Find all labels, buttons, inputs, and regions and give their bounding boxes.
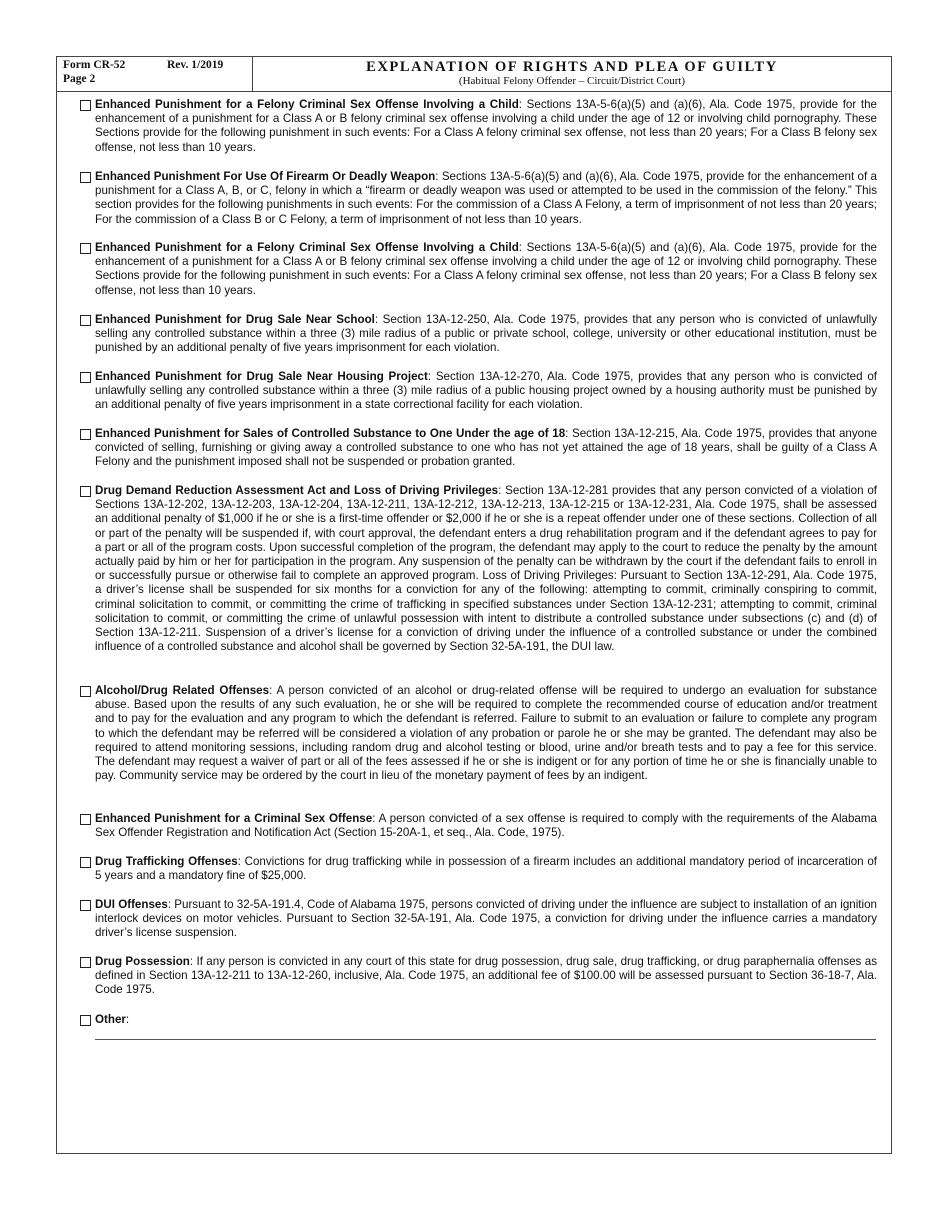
- form-header: [57, 57, 891, 92]
- section-body: : A person convicted of an alcohol or drug-related offense will be required to undergo an evaluation for substance abuse. Based upon the results of any such evaluation, he or she will be required to complete the recommended course of education and/or treatment and to pay for the evaluation and any program to which the defendant is referred. Failure to submit to an evaluation or failure to complete any program to which the defendant may be referred will be considered a violation of any probation or parole he or she may be granted. The defendant may also be required to attend monitoring sessions, including random drug and alcohol testing or blood, urine and/or breath tests and to pay a fee for this service. The defendant may request a waiver of part or all of the fees assessed if he or she is indigent or for any portion of time he or she is financially unable to pay. Community service may be ordered by the court in lieu of the monetary payment of fees by an indigent.: [95, 684, 878, 783]
- section-heading: DUI Offenses: [95, 898, 168, 911]
- checkbox[interactable]: [80, 429, 91, 440]
- section-body: : Sections 13A-5-6(a)(5) and (a)(6), Ala. Code 1975, provide for the enhancement of a punishment for a Class A or B felony criminal sex offense involving a child under the age of 12 or involving child pornography. These Sections provide for the following punishment in such events: For a Class A felony criminal sex offense, not less than 20 years; For a Class B felony sex offense, not less than 10 years.: [95, 241, 877, 297]
- section-heading: Enhanced Punishment for Drug Sale Near Housing Project: [95, 370, 428, 383]
- section-heading: Alcohol/Drug Related Offenses: [95, 684, 270, 697]
- section-body: : Sections 13A-5-6(a)(5) and (a)(6), Ala. Code 1975, provide for the enhancement of a punishment for a Class A or B felony criminal sex offense involving a child under the age of 12 or involving child pornography. These Sections provide for the following punishment in such events: For a Class A felony criminal sex offense, not less than 20 years; For a Class B felony sex offense, not less than 10 years.: [95, 98, 877, 154]
- other-input-line[interactable]: [95, 1039, 876, 1040]
- section-heading: Enhanced Punishment for Drug Sale Near School: [95, 313, 375, 326]
- section-body: : Pursuant to 32-5A-191.4, Code of Alabama 1975, persons convicted of driving under the influence are subject to installation of an ignition interlock devices on motor vehicles. Pursuant to Section 32-5A-191, Ala. Code 1975, a conviction for driving under the influence carries a mandatory driver’s license suspension.: [95, 898, 877, 940]
- checkbox[interactable]: [80, 486, 91, 497]
- checkbox[interactable]: [80, 814, 91, 825]
- checkbox[interactable]: [80, 857, 91, 868]
- checkbox[interactable]: [80, 100, 91, 111]
- section-heading: Drug Demand Reduction Assessment Act and Loss of Driving Privileges: [95, 484, 499, 497]
- section-heading: Enhanced Punishment for a Criminal Sex Offense: [95, 812, 373, 825]
- section-body: : Section 13A-12-270, Ala. Code 1975, provides that any person who is convicted of unlawfully selling any controlled substance within a three (3) mile radius of a public housing project owned by a housing authority must be punished by an additional penalty of five years imprisonment in a state correctional facility for each violation.: [95, 370, 877, 412]
- page-number: Page 2: [63, 73, 96, 85]
- section-heading: Drug Trafficking Offenses: [95, 855, 238, 868]
- section-heading: Enhanced Punishment for a Felony Criminal Sex Offense Involving a Child: [95, 241, 519, 254]
- checkbox[interactable]: [80, 315, 91, 326]
- section-body: : Sections 13A-5-6(a)(5) and (a)(6), Ala. Code 1975, provide for the enhancement of a punishment for a Class A, B, or C, felony in which a “firearm or deadly weapon was used or attempted to be used in the commission of the felony.” This section provides for the following punishments in such events: For the commission of a Class A Felony, a term of imprisonment of not less than 20 years; For the commission of a Class B or C Felony, a term of imprisonment of not less than 10 years.: [95, 170, 877, 226]
- checkbox[interactable]: [80, 1015, 91, 1026]
- section-body: : If any person is convicted in any court of this state for drug possession, drug sale, drug trafficking, or drug paraphernalia offenses as defined in Section 13A-12-211 to 13A-12-260, inclusive, Ala. Code 1975, an additional fee of $100.00 will be assessed pursuant to Section 36-18-7, Ala. Code 1975.: [95, 955, 877, 997]
- form-number: Form CR-52: [63, 59, 126, 71]
- section-heading: Enhanced Punishment For Use Of Firearm Or Deadly Weapon: [95, 170, 436, 183]
- section-body: : Section 13A-12-281 provides that any person convicted of a violation of Sections 13A-12-202, 13A-12-203, 13A-12-204, 13A-12-211, 13A-12-212, 13A-12-213, 13A-12-215 or 13A-12-231, Ala. Code 1975, shall be assessed an additional penalty of $1,000 if he or she is a first-time offender or $2,000 if he or she is a repeat offender under one of these sections. Collection of all or part of the penalty will be suspended if, with court approval, the defendant enters a drug rehabilitation program and if the defendant agrees to pay for a part or all of the program costs. Upon successful completion of the program, the defendant may apply to the court to reduce the penalty by the amount actually paid by him or her for participation in the program. Any suspension of the penalty can be withdrawn by the court if the defendant fails to enroll in or successfully pursue or otherwise fail to complete an approved program. Loss of Driving Privileges: Pursuant to Section 13A-12-291, Ala. Code 1975, a driver’s license shall be suspended for six months for a conviction for any of the following: attempting to commit, criminally conspiring to commit, criminal solicitation to commit, or committing the crime of trafficking in specified substances under Section 13A-12-231; attempting to commit, criminal solicitation to commit, or committing the crime of unlawful possession with intent to distribute a controlled substance under subsections (c) and (d) of Section 13A-12-211. Suspension of a driver’s license for a conviction of driving under the influence of a controlled substance or under the combined influence of a controlled substance and alcohol shall be governed by Section 32-5A-191, the DUI law.: [95, 484, 877, 654]
- section-heading: Other: [95, 1013, 126, 1026]
- checkbox[interactable]: [80, 686, 91, 697]
- form-id-box: [57, 57, 253, 91]
- section-heading: Enhanced Punishment for a Felony Criminal Sex Offense Involving a Child: [95, 98, 519, 111]
- section-body: : Section 13A-12-215, Ala. Code 1975, provides that anyone convicted of selling, furnishing or giving away a controlled substance to one who has not yet attained the age of 18 years, shall be guilty of a Class A Felony and the punishment imposed shall not be suspended or probation granted.: [95, 427, 878, 469]
- checkbox[interactable]: [80, 957, 91, 968]
- section-body: : A person convicted of a sex offense is required to comply with the requirements of the Alabama Sex Offender Registration and Notification Act (Section 15-20A-1, et seq., Ala. Code, 1975).: [95, 812, 877, 840]
- section-body: : Section 13A-12-250, Ala. Code 1975, provides that any person who is convicted of unlawfully selling any controlled substance within a three (3) mile radius of a public or private school, college, university or other educational institution, must be punished by an additional penalty of five years imprisonment for each violation.: [95, 313, 877, 355]
- checkbox[interactable]: [80, 172, 91, 183]
- section-body: : Convictions for drug trafficking while in possession of a firearm includes an additional mandatory period of incarceration of 5 years and a mandatory fine of $25,000.: [95, 855, 877, 883]
- revision-date: Rev. 1/2019: [167, 59, 224, 71]
- checkbox[interactable]: [80, 243, 91, 254]
- form-subtitle: (Habitual Felony Offender – Circuit/District Court): [458, 75, 686, 87]
- section-body: :: [125, 1013, 130, 1026]
- section-heading: Enhanced Punishment for Sales of Controlled Substance to One Under the age of 18: [95, 427, 566, 440]
- title-box: [253, 57, 891, 91]
- section-heading: Drug Possession: [95, 955, 190, 968]
- checkbox[interactable]: [80, 372, 91, 383]
- form-title: EXPLANATION OF RIGHTS AND PLEA OF GUILTY: [366, 59, 778, 75]
- checkbox[interactable]: [80, 900, 91, 911]
